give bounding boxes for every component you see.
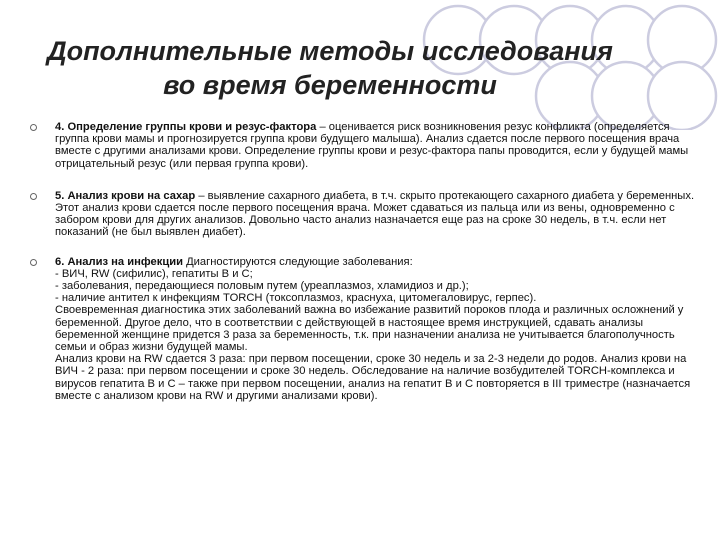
item-paragraph	[55, 256, 696, 268]
infection-paragraph-diagnostics: Своевременная диагностика этих заболеваний важна во избежание развитий пороков плода и различных осложнений у беременной. Другое дело, что в соответствии с действующей в настоящее время инструкцией, сдавать анализы беременной женщине придется 3 раза за беременность, т.к. при назначении анализа не учитывается благополучность семьи и образ жизни будущей мамы.	[55, 304, 684, 354]
title-line-1: Дополнительные методы исследования	[47, 36, 613, 66]
list-item-infections	[30, 256, 696, 402]
list-item-blood-group	[30, 121, 696, 170]
item-text: – выявление сахарного диабета, в т.ч. скрыто протекающего сахарного диабета у беременных. Этот анализ крови сдается после первого посещения врача. Может сдаваться из пальца или из вены, одновременно с забором крови для других анализов. Довольно часто анализ назначается еще раз на сроке 30 недель, в т.ч. если нет показаний (не был выявлен диабет).	[55, 189, 695, 239]
list-item-blood-sugar	[30, 190, 696, 239]
item-paragraph	[55, 121, 696, 170]
bullet-icon	[30, 259, 37, 266]
item-heading: 6. Анализ на инфекции	[55, 255, 183, 268]
infection-line-hiv: - ВИЧ, RW (сифилис), гепатиты В и С;	[55, 267, 253, 280]
infection-line-std: - заболевания, передающиеся половым путем (уреаплазмоз, хламидиоз и др.);	[55, 280, 469, 293]
slide-content	[30, 121, 696, 402]
title-line-2: во время беременности	[163, 70, 497, 100]
bullet-icon	[30, 193, 37, 200]
infection-paragraph-schedule: Анализ крови на RW сдается 3 раза: при первом посещении, сроке 30 недель и за 2-3 недели до родов. Анализ крови на ВИЧ - 2 раза: при первом посещении и сроке 30 недель. Обследование на наличие возбудителей TORCH-комплекса и вирусов гепатита В и С – также при первом посещении, анализ на гепатит В и С повторяется в III триместре (назначается вместе с анализом крови на RW и другими анализами крови).	[55, 353, 691, 402]
ring-8	[648, 62, 716, 130]
item-text: – оценивается риск возникновения резус конфликта (определяется группа крови мамы и прогнозируется группа крови будущего малыша). Анализ сдается после первого посещения врача вместе с другими анализами крови. Определение группы крови и резус-фактора папы проводится, если у будущей мамы отрицательный резус (или первая группа крови).	[55, 121, 689, 170]
item-heading: 5. Анализ крови на сахар	[55, 189, 196, 202]
item-heading: 4. Определение группы крови и резус-фактора	[55, 121, 317, 133]
item-text: Диагностируются следующие заболевания:	[182, 255, 413, 268]
bullet-icon	[30, 124, 37, 131]
slide-title	[40, 34, 620, 102]
item-paragraph	[55, 190, 696, 239]
infection-line-torch: - наличие антител к инфекциям TORCH (токсоплазмоз, краснуха, цитомегаловирус, герпес).	[55, 292, 537, 305]
